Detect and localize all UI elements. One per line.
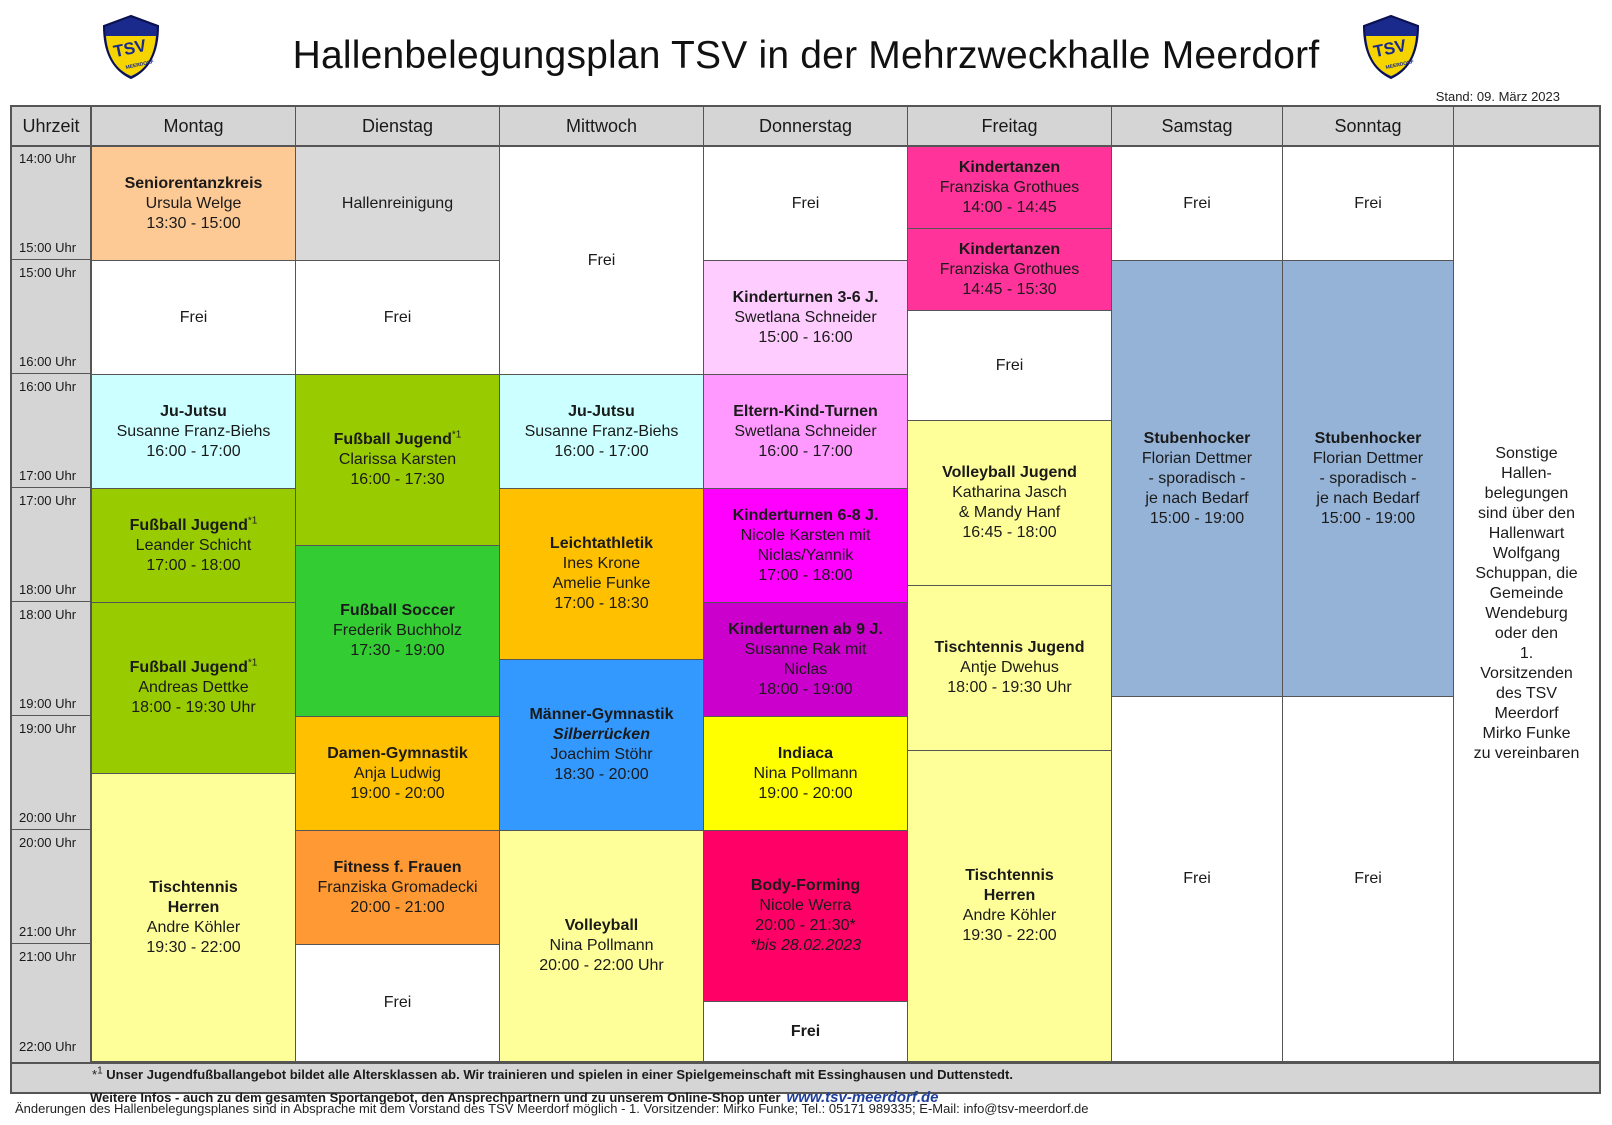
info-line: oder den: [1494, 625, 1559, 642]
logo-text: TSV: [1371, 35, 1409, 62]
info-line: sind über den: [1478, 505, 1575, 522]
cell-title: Männer-Gymnastik: [529, 706, 674, 723]
slot-donnerstag-kinderturnen-6-8: [704, 489, 908, 603]
footnote-mark: *: [92, 1067, 98, 1082]
cell-line: Nicole Werra: [759, 897, 852, 914]
cell-title: Ju-Jutsu: [160, 402, 227, 420]
time-end: 17:00 Uhr: [19, 468, 77, 483]
cell-time: 17:00 - 18:00: [146, 556, 241, 574]
time-start: 18:00 Uhr: [19, 607, 77, 622]
cell-line: Franziska Gromadecki: [317, 878, 478, 896]
cell-line: je nach Bedarf: [1316, 489, 1420, 507]
time-slot: [12, 945, 90, 1058]
time-end: 15:00 Uhr: [19, 240, 77, 255]
contact-note: Änderungen des Hallenbelegungsplanes sind in Absprache mit dem Vorstand des TSV Meerdorf möglich - 1. Vorsitzender: Mirko Funke; Tel.: 05171 989335; E-Mail: info@tsv-meerdorf.de: [15, 1101, 1089, 1116]
title-text: Fußball Jugend: [129, 659, 248, 676]
header-donnerstag: Donnerstag: [704, 107, 908, 147]
time-end: 21:00 Uhr: [19, 924, 77, 939]
slot-mittwoch-volleyball: [500, 831, 704, 1062]
footnote-mark: *1: [247, 657, 258, 669]
slot-montag-frei: [92, 261, 296, 375]
cell-line: Frei: [1183, 194, 1211, 212]
cell-time: 18:00 - 19:30 Uhr: [947, 679, 1072, 696]
slot-montag-fussball-1: [92, 489, 296, 603]
cell-line: Hallenreinigung: [341, 194, 454, 212]
slot-freitag-tischtennis-jugend: [908, 586, 1112, 751]
slot-dienstag-damen-gymnastik: [296, 717, 500, 831]
info-line: des TSV: [1495, 685, 1558, 702]
info-line: Mirko Funke: [1482, 725, 1571, 742]
slot-freitag-volleyball-jugend: [908, 421, 1112, 586]
header-uhrzeit: Uhrzeit: [12, 107, 92, 147]
cell-time: 15:00 - 19:00: [1320, 509, 1416, 527]
cell-line: Leander Schicht: [135, 536, 252, 554]
slot-montag-fussball-2: [92, 603, 296, 774]
cell-time: 16:00 - 17:00: [554, 442, 649, 460]
cell-time: 18:00 - 19:30 Uhr: [131, 699, 256, 716]
cell-time: 16:00 - 17:00: [758, 442, 853, 460]
cell-line: Frei: [1183, 870, 1211, 887]
cell-time: 19:30 - 22:00: [962, 927, 1057, 944]
cell-time: 16:00 - 17:30: [350, 471, 445, 488]
slot-mittwoch-leichtathletik: [500, 489, 704, 660]
cell-title: Indiaca: [777, 744, 834, 762]
cell-title: [130, 658, 258, 678]
stand-date: Stand: 09. März 2023: [1435, 89, 1560, 104]
cell-line: - sporadisch -: [1319, 469, 1417, 487]
slot-sonntag-frei-2: [1283, 697, 1454, 1062]
logo-subtext: MEERDORF: [1385, 59, 1415, 71]
table-footer: [12, 1062, 1599, 1106]
cell-time: 17:00 - 18:30: [554, 595, 649, 612]
cell-title: Kinderturnen 3-6 J.: [732, 288, 879, 306]
cell-title: [334, 430, 462, 450]
cell-title: Seniorentanzkreis: [124, 174, 263, 192]
footnote-mark: *1: [451, 429, 462, 441]
header-dienstag: Dienstag: [296, 107, 500, 147]
cell-time: 18:00 - 19:00: [758, 680, 853, 698]
cell-line: Andreas Dettke: [138, 679, 249, 696]
cell-time: 20:00 - 21:00: [350, 898, 445, 916]
cell-line: Andre Köhler: [146, 918, 241, 936]
cell-title: Tischtennis: [965, 867, 1054, 884]
slot-mittwoch-maenner-gymnastik: [500, 660, 704, 831]
cell-line: Swetlana Schneider: [734, 308, 877, 326]
header-mittwoch: Mittwoch: [500, 107, 704, 147]
info-line: zu vereinbaren: [1473, 745, 1580, 762]
cell-line: Antje Dwehus: [960, 659, 1059, 676]
cell-time: 19:00 - 20:00: [758, 784, 853, 802]
slot-dienstag-hallenreinigung: [296, 147, 500, 261]
slot-freitag-frei: [908, 311, 1112, 421]
slot-montag-seniorentanzkreis: [92, 147, 296, 261]
cell-line: Joachim Stöhr: [550, 746, 653, 763]
cell-time: 17:30 - 19:00: [350, 642, 445, 659]
cell-line: Amelie Funke: [552, 575, 651, 592]
cell-title: [130, 516, 258, 536]
cell-line: Swetlana Schneider: [734, 422, 877, 440]
title-text: Fußball Jugend: [333, 431, 452, 448]
cell-title: Tischtennis Jugend: [934, 639, 1085, 656]
slot-donnerstag-body-forming: [704, 831, 908, 1002]
slot-freitag-kindertanzen-2: [908, 229, 1112, 311]
slot-donnerstag-kinderturnen-ab-9: [704, 603, 908, 717]
page-title: Hallenbelegungsplan TSV in der Mehrzweckhalle Meerdorf: [292, 34, 1320, 77]
cell-line: Frei: [1354, 194, 1382, 212]
website-link[interactable]: www.tsv-meerdorf.de: [786, 1089, 939, 1106]
time-slot: [12, 261, 90, 374]
cell-time: 19:00 - 20:00: [350, 784, 445, 802]
cell-line: Florian Dettmer: [1141, 449, 1253, 467]
logo-text: TSV: [111, 35, 149, 62]
cell-line: - sporadisch -: [1148, 469, 1246, 487]
cell-line: Nina Pollmann: [753, 764, 858, 782]
cell-line: Susanne Franz-Biehs: [116, 422, 271, 440]
slot-dienstag-fitness: [296, 831, 500, 945]
cell-time: 20:00 - 21:30*: [755, 917, 856, 934]
cell-title: Stubenhocker: [1143, 429, 1251, 447]
cell-line: Andre Köhler: [962, 907, 1057, 924]
footnote-info: Weitere Infos - auch zu dem gesamten Sportangebot, den Ansprechpartnern und zu unserem Online-Shop unter: [90, 1090, 781, 1105]
info-line: Schuppan, die: [1475, 565, 1578, 582]
cell-line: Susanne Franz-Biehs: [524, 422, 679, 440]
time-slot: [12, 603, 90, 716]
slot-donnerstag-kinderturnen-3-6: [704, 261, 908, 375]
cell-line: Niclas: [783, 660, 828, 678]
cell-line: Franziska Grothues: [939, 260, 1080, 278]
info-line: Meerdorf: [1494, 705, 1559, 722]
cell-line: Anja Ludwig: [353, 764, 442, 782]
header-freitag: Freitag: [908, 107, 1112, 147]
footnote-sup: 1: [97, 1065, 103, 1077]
cell-line: Frei: [383, 994, 412, 1011]
info-line: Gemeinde: [1489, 585, 1564, 602]
cell-line: & Mandy Hanf: [958, 504, 1061, 521]
cell-title-2: Herren: [983, 887, 1036, 904]
slot-dienstag-frei-2: [296, 945, 500, 1062]
cell-title: Tischtennis: [149, 878, 238, 896]
time-start: 21:00 Uhr: [19, 949, 77, 964]
slot-donnerstag-eltern-kind: [704, 375, 908, 489]
info-line: 1.: [1519, 645, 1534, 662]
info-line: Wendeburg: [1485, 605, 1568, 622]
info-line: belegungen: [1484, 485, 1569, 502]
cell-title: Fitness f. Frauen: [333, 858, 462, 876]
cell-subtitle: Silberrücken: [553, 726, 650, 743]
cell-line: Clarissa Karsten: [338, 451, 457, 468]
slot-montag-jujutsu: [92, 375, 296, 489]
cell-line: Frei: [995, 356, 1024, 374]
slot-mittwoch-jujutsu: [500, 375, 704, 489]
cell-time: 19:30 - 22:00: [146, 938, 241, 956]
cell-title: Stubenhocker: [1314, 429, 1422, 447]
cell-line: Frei: [383, 308, 412, 326]
slot-samstag-stubenhocker: [1112, 261, 1283, 697]
time-end: 19:00 Uhr: [19, 696, 77, 711]
cell-line: Frederik Buchholz: [333, 622, 462, 639]
cell-line: Ines Krone: [562, 555, 641, 572]
info-line: Sonstige: [1495, 445, 1558, 462]
cell-line: Frei: [1354, 870, 1382, 887]
cell-time: 20:00 - 22:00 Uhr: [539, 957, 664, 974]
time-end: 18:00 Uhr: [19, 582, 77, 597]
cell-line: Frei: [791, 194, 820, 212]
cell-time: 16:00 - 17:00: [146, 442, 241, 460]
time-end: 16:00 Uhr: [19, 354, 77, 369]
time-start: 19:00 Uhr: [19, 721, 77, 736]
footnote-1: [92, 1067, 1013, 1082]
time-start: 16:00 Uhr: [19, 379, 77, 394]
cell-title: Volleyball Jugend: [942, 464, 1077, 481]
slot-dienstag-fussball: [296, 375, 500, 546]
slot-dienstag-soccer: [296, 546, 500, 717]
header-samstag: Samstag: [1112, 107, 1283, 147]
slot-samstag-frei: [1112, 147, 1283, 261]
cell-line: je nach Bedarf: [1145, 489, 1249, 507]
footnote-text: Unser Jugendfußballangebot bildet alle Altersklassen ab. Wir trainieren und spielen in einer Spielgemeinschaft mit Essinghausen und Duttenstedt.: [106, 1067, 1013, 1082]
time-column: [12, 147, 92, 1062]
cell-title: Frei: [790, 1022, 821, 1040]
time-slot: [12, 489, 90, 602]
slot-donnerstag-frei: [704, 147, 908, 261]
cell-line: Katharina Jasch: [952, 484, 1067, 501]
cell-time: 15:00 - 19:00: [1149, 509, 1245, 527]
slot-mittwoch-frei: [500, 147, 704, 375]
logo-subtext: MEERDORF: [125, 59, 155, 71]
slot-donnerstag-frei-2: [704, 1002, 908, 1062]
cell-time: 14:00 - 14:45: [962, 198, 1057, 216]
time-start: 20:00 Uhr: [19, 835, 77, 850]
cell-title: Body-Forming: [750, 877, 861, 894]
cell-time: 16:45 - 18:00: [962, 524, 1057, 541]
time-end: 20:00 Uhr: [19, 810, 77, 825]
cell-title: Kinderturnen 6-8 J.: [732, 506, 879, 524]
cell-time: 13:30 - 15:00: [146, 214, 241, 232]
cell-time: 14:45 - 15:30: [962, 280, 1057, 298]
info-line: Hallen-: [1501, 465, 1552, 482]
slot-freitag-tischtennis-herren: [908, 751, 1112, 1062]
cell-line: Frei: [587, 251, 616, 269]
cell-time: 18:30 - 20:00: [554, 766, 649, 783]
footnote-mark: *1: [247, 515, 258, 527]
cell-title: Kindertanzen: [958, 240, 1061, 258]
cell-note: *bis 28.02.2023: [749, 937, 862, 954]
cell-time: 15:00 - 16:00: [758, 328, 853, 346]
cell-title: Leichtathletik: [549, 535, 654, 552]
slot-samstag-frei-2: [1112, 697, 1283, 1062]
slot-sonntag-stubenhocker: [1283, 261, 1454, 697]
slot-freitag-kindertanzen-1: [908, 147, 1112, 229]
schedule-table: [10, 105, 1601, 1106]
cell-line: Ursula Welge: [145, 194, 242, 212]
cell-title: Ju-Jutsu: [568, 402, 635, 420]
cell-line: Nina Pollmann: [549, 937, 654, 954]
time-slot: [12, 147, 90, 260]
info-line: Hallenwart: [1488, 525, 1565, 542]
title-text: Fußball Jugend: [129, 516, 248, 534]
header-sonntag: Sonntag: [1283, 107, 1454, 147]
slot-dienstag-frei: [296, 261, 500, 375]
slot-sonntag-frei: [1283, 147, 1454, 261]
cell-line: Franziska Grothues: [939, 178, 1080, 196]
cell-title: Kinderturnen ab 9 J.: [728, 620, 883, 638]
time-end: 22:00 Uhr: [19, 1039, 77, 1054]
time-slot: [12, 717, 90, 830]
cell-line: Susanne Rak mit: [744, 640, 867, 658]
time-start: 14:00 Uhr: [19, 151, 77, 166]
cell-title: Kindertanzen: [958, 158, 1061, 176]
cell-line: Niclas/Yannik: [757, 546, 854, 564]
cell-title-2: Herren: [167, 898, 220, 916]
cell-line: Nicole Karsten mit: [740, 526, 871, 544]
info-line: Vorsitzenden: [1480, 665, 1573, 682]
info-line: Wolfgang: [1492, 545, 1561, 562]
time-start: 17:00 Uhr: [19, 493, 77, 508]
cell-title: Eltern-Kind-Turnen: [733, 402, 878, 420]
time-start: 15:00 Uhr: [19, 265, 77, 280]
cell-line: Frei: [179, 308, 208, 326]
header-montag: Montag: [92, 107, 296, 147]
header-extra: [1454, 107, 1599, 147]
time-slot: [12, 831, 90, 944]
slot-donnerstag-indiaca: [704, 717, 908, 831]
cell-title: Fußball Soccer: [340, 602, 455, 619]
cell-title: Damen-Gymnastik: [327, 744, 468, 762]
info-sonstige-belegungen: [1454, 147, 1599, 1062]
cell-title: Volleyball: [564, 917, 639, 934]
time-slot: [12, 375, 90, 488]
cell-time: 17:00 - 18:00: [758, 566, 853, 584]
cell-line: Florian Dettmer: [1312, 449, 1424, 467]
slot-montag-tischtennis: [92, 774, 296, 1062]
